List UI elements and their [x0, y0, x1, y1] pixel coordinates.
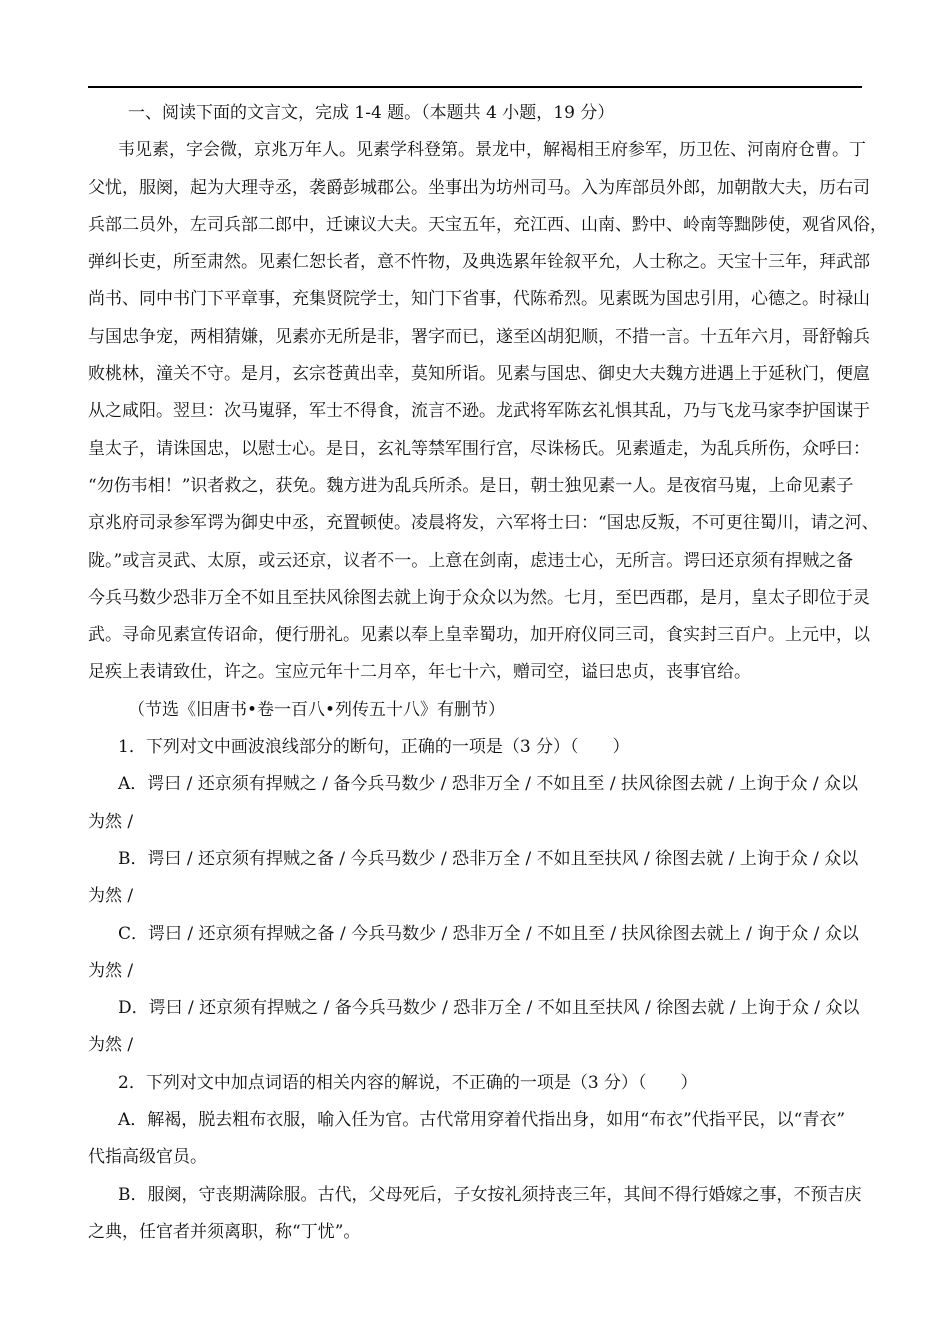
- passage-line: 京兆府司录参军谔为御史中丞，充置顿使。凌晨将发，六军将士曰：“国忠反叛，不可更往蜀川，请之河、: [88, 513, 879, 534]
- option-c: [88, 916, 862, 991]
- passage-line: 皇太子，请诛国忠，以慰士心。是日，玄礼等禁军围行宫，尽诛杨氏。见素遁走，为乱兵所伤，众呼曰：: [88, 438, 870, 459]
- option-line: 之典，任官者并须离职，称“丁忧”。: [88, 1221, 361, 1242]
- option-line: B．谔曰 / 还京须有捍贼之备 / 今兵马数少 / 恐非万全 / 不如且至扶风 / 徐图去就 / 上询于众 / 众以: [118, 848, 859, 869]
- option-b: [88, 1177, 862, 1252]
- option-d: [88, 990, 862, 1065]
- document-body: [88, 95, 887, 1251]
- passage-line: 父忧，服阕，起为大理寺丞，袭爵彭城郡公。坐事出为坊州司马。入为库部员外郎，加朝散大夫，历右司: [88, 177, 870, 198]
- option-line: D．谔曰 / 还京须有捍贼之 / 备今兵马数少 / 恐非万全 / 不如且至扶风 / 徐图去就 / 上询于众 / 众以: [118, 998, 860, 1019]
- option-a: [88, 1102, 862, 1177]
- header-rule: [88, 86, 862, 88]
- passage: [88, 132, 887, 691]
- option-line: 为然 /: [88, 1035, 134, 1056]
- passage-line: 弹纠长吏，所至肃然。见素仁恕长者，意不忤物，及典选累年铨叙平允，人士称之。天宝十三年，拜武部: [88, 252, 870, 273]
- question-stem: 1．下列对文中画波浪线部分的断句，正确的一项是（3 分）（ ）: [118, 737, 630, 758]
- option-line: 为然 /: [88, 886, 134, 907]
- passage-line: 兵部二员外，左司兵部二郎中，迁谏议大夫。天宝五年，充江西、山南、黔中、岭南等黜陟使，观省风俗，: [88, 214, 887, 235]
- section-header: 一、阅读下面的文言文，完成 1-4 题。（本题共 4 小题，19 分）: [128, 103, 615, 123]
- option-b: [88, 841, 862, 916]
- passage-line: 武。寻命见素宣传诏命，便行册礼。见素以奉上皇幸蜀功，加开府仪同三司，食实封三百户。上元中，以: [88, 625, 870, 646]
- option-a: [88, 766, 862, 841]
- option-line: A．谔曰 / 还京须有捍贼之 / 备今兵马数少 / 恐非万全 / 不如且至 / 扶风徐图去就 / 上询于众 / 众以: [118, 774, 859, 795]
- passage-line: “勿伤韦相！”识者救之，获免。魏方进为乱兵所杀。是日，朝士独见素一人。是夜宿马嵬，上命见素子: [88, 475, 854, 496]
- question-stem: 2．下列对文中加点词语的相关内容的解说，不正确的一项是（3 分）（ ）: [118, 1072, 698, 1093]
- passage-line: 陇。”或言灵武、太原，或云还京，议者不一。上意在剑南，虑违士心，无所言。谔曰还京须有捍贼之备: [88, 550, 854, 571]
- option-line: C．谔曰 / 还京须有捍贼之备 / 今兵马数少 / 恐非万全 / 不如且至 / 扶风徐图去就上 / 询于众 / 众以: [118, 923, 859, 944]
- option-line: A．解褐，脱去粗布衣服，喻入任为官。古代常用穿着代指出身，如用“布衣”代指平民，以“青衣”: [118, 1110, 846, 1131]
- question-1: [88, 729, 862, 1065]
- option-line: 为然 /: [88, 811, 134, 832]
- option-line: 为然 /: [88, 960, 134, 981]
- passage-line: 今兵马数少恐非万全不如且至扶风徐图去就上询于众众以为然。七月，至巴西郡，是月，皇太子即位于灵: [88, 587, 870, 608]
- passage-line: 败桃林，潼关不守。是月，玄宗苍黄出幸，莫知所诣。见素与国忠、御史大夫魏方进遇上于延秋门，便扈: [88, 364, 870, 385]
- passage-line: 与国忠争宠，两相猜嫌，见素亦无所是非，署字而已，遂至凶胡犯顺，不措一言。十五年六月，哥舒翰兵: [88, 326, 870, 347]
- option-line: 代指高级官员。: [88, 1147, 207, 1168]
- passage-line: 韦见素，字会微，京兆万年人。见素学科登第。景龙中，解褐相王府参军，历卫佐、河南府仓曹。丁: [118, 140, 866, 161]
- passage-line: 从之咸阳。翌旦：次马嵬驿，军士不得食，流言不逊。龙武将军陈玄礼惧其乱，乃与飞龙马家李护国谋于: [88, 401, 870, 422]
- passage-line: 足疾上表请致仕，许之。宝应元年十二月卒，年七十六，赠司空，谥曰忠贞，丧事官给。: [88, 662, 751, 683]
- source-note: （节选《旧唐书•卷一百八•列传五十八》有删节）: [128, 699, 506, 720]
- passage-line: 尚书、同中书门下平章事，充集贤院学士，知门下省事，代陈希烈。见素既为国忠引用，心德之。时禄山: [88, 289, 870, 310]
- question-2: [88, 1065, 862, 1251]
- option-line: B．服阕，守丧期满除服。古代，父母死后，子女按礼须持丧三年，其间不得行婚嫁之事，不预吉庆: [118, 1184, 862, 1205]
